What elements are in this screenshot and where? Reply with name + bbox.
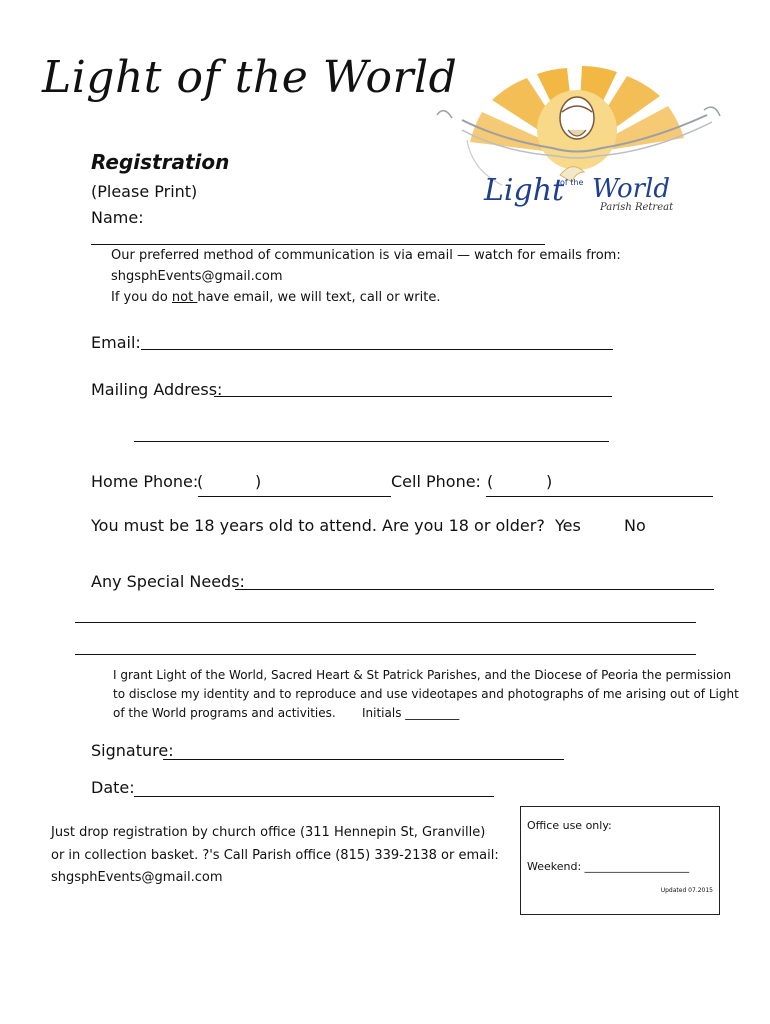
footer-line2: or in collection basket. ?'s Call Parish office (815) 339-2138 or email: <box>51 848 499 863</box>
age-question: You must be 18 years old to attend. Are you 18 or older? <box>91 516 545 535</box>
name-field[interactable] <box>91 244 545 245</box>
age-no-option[interactable]: No <box>624 516 646 535</box>
home-phone-paren-open: ( <box>197 472 204 491</box>
home-phone-label: Home Phone: <box>91 472 199 491</box>
initials-field[interactable]: Initials _________ <box>362 706 460 720</box>
email-note-not: not <box>171 290 198 305</box>
mailing-address-field-1[interactable] <box>214 396 612 397</box>
home-phone-field[interactable] <box>198 496 391 497</box>
date-label: Date: <box>91 778 135 797</box>
mailing-address-field-2[interactable] <box>134 441 609 442</box>
special-needs-label: Any Special Needs: <box>91 572 245 591</box>
footer-email: shgsphEvents@gmail.com <box>51 870 223 885</box>
parish-retreat-logo <box>432 60 722 220</box>
email-label: Email: <box>91 333 141 352</box>
special-needs-field-1[interactable] <box>235 589 714 590</box>
registration-heading: Registration <box>91 150 230 174</box>
office-use-box <box>520 806 720 915</box>
please-print-note: (Please Print) <box>91 182 198 201</box>
permission-line3: of the World programs and activities. <box>113 706 336 720</box>
svg-text:of the: of the <box>560 178 584 187</box>
age-yes-option[interactable]: Yes <box>555 516 581 535</box>
svg-text:World: World <box>592 174 670 204</box>
signature-field[interactable] <box>163 759 564 760</box>
permission-line1: I grant Light of the World, Sacred Heart & St Patrick Parishes, and the Diocese of Peoria the permission <box>113 668 732 682</box>
updated-note: Updated 07.2015 <box>660 887 713 894</box>
email-note-line2: shgsphEvents@gmail.com <box>111 269 283 284</box>
sunburst-logo-icon <box>432 60 722 220</box>
cell-phone-field[interactable] <box>486 496 713 497</box>
footer-line1: Just drop registration by church office (311 Hennepin St, Granville) <box>51 825 486 840</box>
office-use-title: Office use only: <box>527 819 612 832</box>
email-note-pre: If you do <box>111 290 172 305</box>
cell-phone-paren-close: ) <box>546 472 553 491</box>
home-phone-paren-close: ) <box>255 472 262 491</box>
weekend-field[interactable]: Weekend: ___________________ <box>527 860 690 873</box>
date-field[interactable] <box>134 796 494 797</box>
name-label: Name: <box>91 208 144 227</box>
email-note-line1: Our preferred method of communication is via email — watch for emails from: <box>111 248 621 263</box>
signature-label: Signature: <box>91 741 174 760</box>
email-note-line3 <box>111 290 441 305</box>
logo-word-light: Light <box>484 173 565 208</box>
svg-text:Parish Retreat: Parish Retreat <box>600 202 674 213</box>
mailing-address-label: Mailing Address: <box>91 380 223 399</box>
special-needs-field-2[interactable] <box>75 622 696 623</box>
special-needs-field-3[interactable] <box>75 654 696 655</box>
cell-phone-label: Cell Phone: <box>391 472 481 491</box>
cell-phone-paren-open: ( <box>487 472 494 491</box>
email-note-post: have email, we will text, call or write. <box>197 290 441 305</box>
permission-line2: to disclose my identity and to reproduce and use videotapes and photographs of me arising out of Light <box>113 687 739 701</box>
email-field[interactable] <box>141 349 613 350</box>
page-title: Light of the World <box>42 52 458 103</box>
